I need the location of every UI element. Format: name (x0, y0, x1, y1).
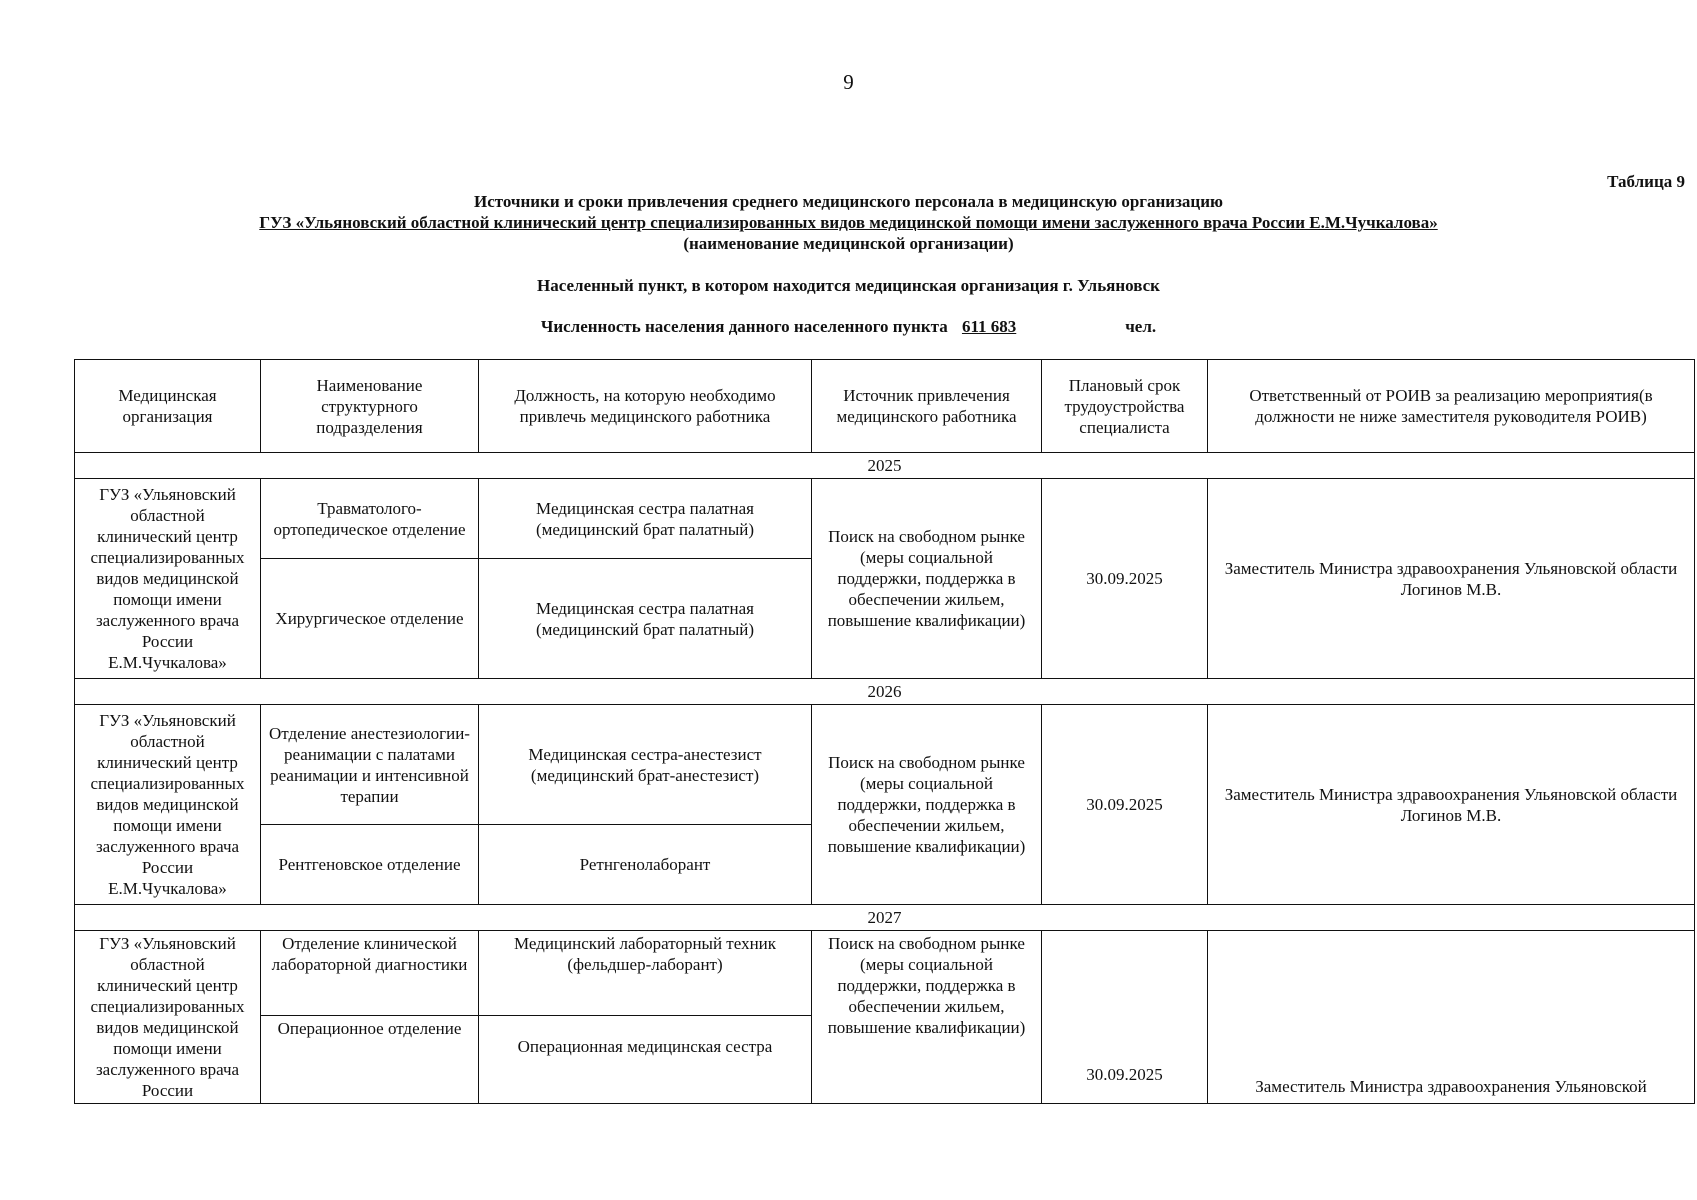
cell-department: Рентгеновское отделение (261, 825, 479, 905)
table-row (75, 705, 1695, 825)
cell-department: Травматолого-ортопедическое отделение (261, 479, 479, 559)
year-row (75, 905, 1695, 931)
cell-organization: ГУЗ «Ульяновский областной клинический центр специализированных видов медицинской помощи имени заслуженного врача России Е.М.Чучкалова» (75, 705, 261, 905)
cell-department: Отделение клинической лабораторной диагностики (261, 931, 479, 1016)
cell-position: Медицинская сестра палатная (медицинский брат палатный) (479, 559, 812, 679)
header-organization: Медицинская организация (75, 360, 261, 453)
table-row (75, 931, 1695, 1016)
heading-title: Источники и сроки привлечения среднего медицинского персонала в медицинскую организацию (473, 192, 1224, 211)
year-label: 2026 (75, 679, 1695, 705)
cell-department: Отделение анестезиологии-реанимации с палатами реанимации и интенсивной терапии (261, 705, 479, 825)
table-label: Таблица 9 (1607, 172, 1685, 191)
cell-position: Ретнгенолаборант (479, 825, 812, 905)
header-responsible: Ответственный от РОИВ за реализацию мероприятия(в должности не ниже заместителя руководителя РОИВ) (1208, 360, 1695, 453)
heading-locality: Населенный пункт, в котором находится медицинская организация г. Ульяновск (537, 276, 1160, 295)
cell-department: Хирургическое отделение (261, 559, 479, 679)
population-value: 611 683 (961, 317, 1017, 336)
staffing-table (74, 359, 1695, 1104)
table-header-row (75, 360, 1695, 453)
heading-org-caption: (наименование медицинской организации) (683, 234, 1014, 253)
year-label: 2027 (75, 905, 1695, 931)
cell-department: Операционное отделение (261, 1016, 479, 1104)
year-row (75, 679, 1695, 705)
cell-position: Операционная медицинская сестра (479, 1016, 812, 1104)
cell-position: Медицинская сестра-анестезист (медицинский брат-анестезист) (479, 705, 812, 825)
cell-deadline: 30.09.2025 (1042, 479, 1208, 679)
cell-responsible: Заместитель Министра здравоохранения Ульяновской области Логинов М.В. (1208, 479, 1695, 679)
population-label: Численность населения данного населенного пункта (540, 317, 948, 336)
heading-population (0, 317, 1697, 337)
cell-source: Поиск на свободном рынке (меры социальной поддержки, поддержка в обеспечении жильем, повышение квалификации) (812, 479, 1042, 679)
cell-organization: ГУЗ «Ульяновский областной клинический центр специализированных видов медицинской помощи имени заслуженного врача России (75, 931, 261, 1104)
cell-organization: ГУЗ «Ульяновский областной клинический центр специализированных видов медицинской помощи имени заслуженного врача России Е.М.Чучкалова» (75, 479, 261, 679)
cell-deadline: 30.09.2025 (1042, 931, 1208, 1104)
header-position: Должность, на которую необходимо привлечь медицинского работника (479, 360, 812, 453)
cell-source: Поиск на свободном рынке (меры социальной поддержки, поддержка в обеспечении жильем, повышение квалификации) (812, 705, 1042, 905)
population-unit: чел. (1125, 317, 1157, 336)
header-source: Источник привлечения медицинского работника (812, 360, 1042, 453)
year-label: 2025 (75, 453, 1695, 479)
heading-org-name: ГУЗ «Ульяновский областной клинический центр специализированных видов медицинской помощи имени заслуженного врача России Е.М.Чучкалова» (259, 213, 1438, 232)
cell-source: Поиск на свободном рынке (меры социальной поддержки, поддержка в обеспечении жильем, повышение квалификации) (812, 931, 1042, 1104)
header-deadline: Плановый срок трудоустройства специалиста (1042, 360, 1208, 453)
header-department: Наименование структурного подразделения (261, 360, 479, 453)
cell-responsible: Заместитель Министра здравоохранения Ульяновской области Логинов М.В. (1208, 705, 1695, 905)
cell-position: Медицинский лабораторный техник (фельдшер-лаборант) (479, 931, 812, 1016)
year-row (75, 453, 1695, 479)
cell-responsible: Заместитель Министра здравоохранения Ульяновской (1208, 931, 1695, 1104)
page-number: 9 (843, 70, 854, 94)
table-row (75, 479, 1695, 559)
cell-position: Медицинская сестра палатная (медицинский брат палатный) (479, 479, 812, 559)
cell-deadline: 30.09.2025 (1042, 705, 1208, 905)
